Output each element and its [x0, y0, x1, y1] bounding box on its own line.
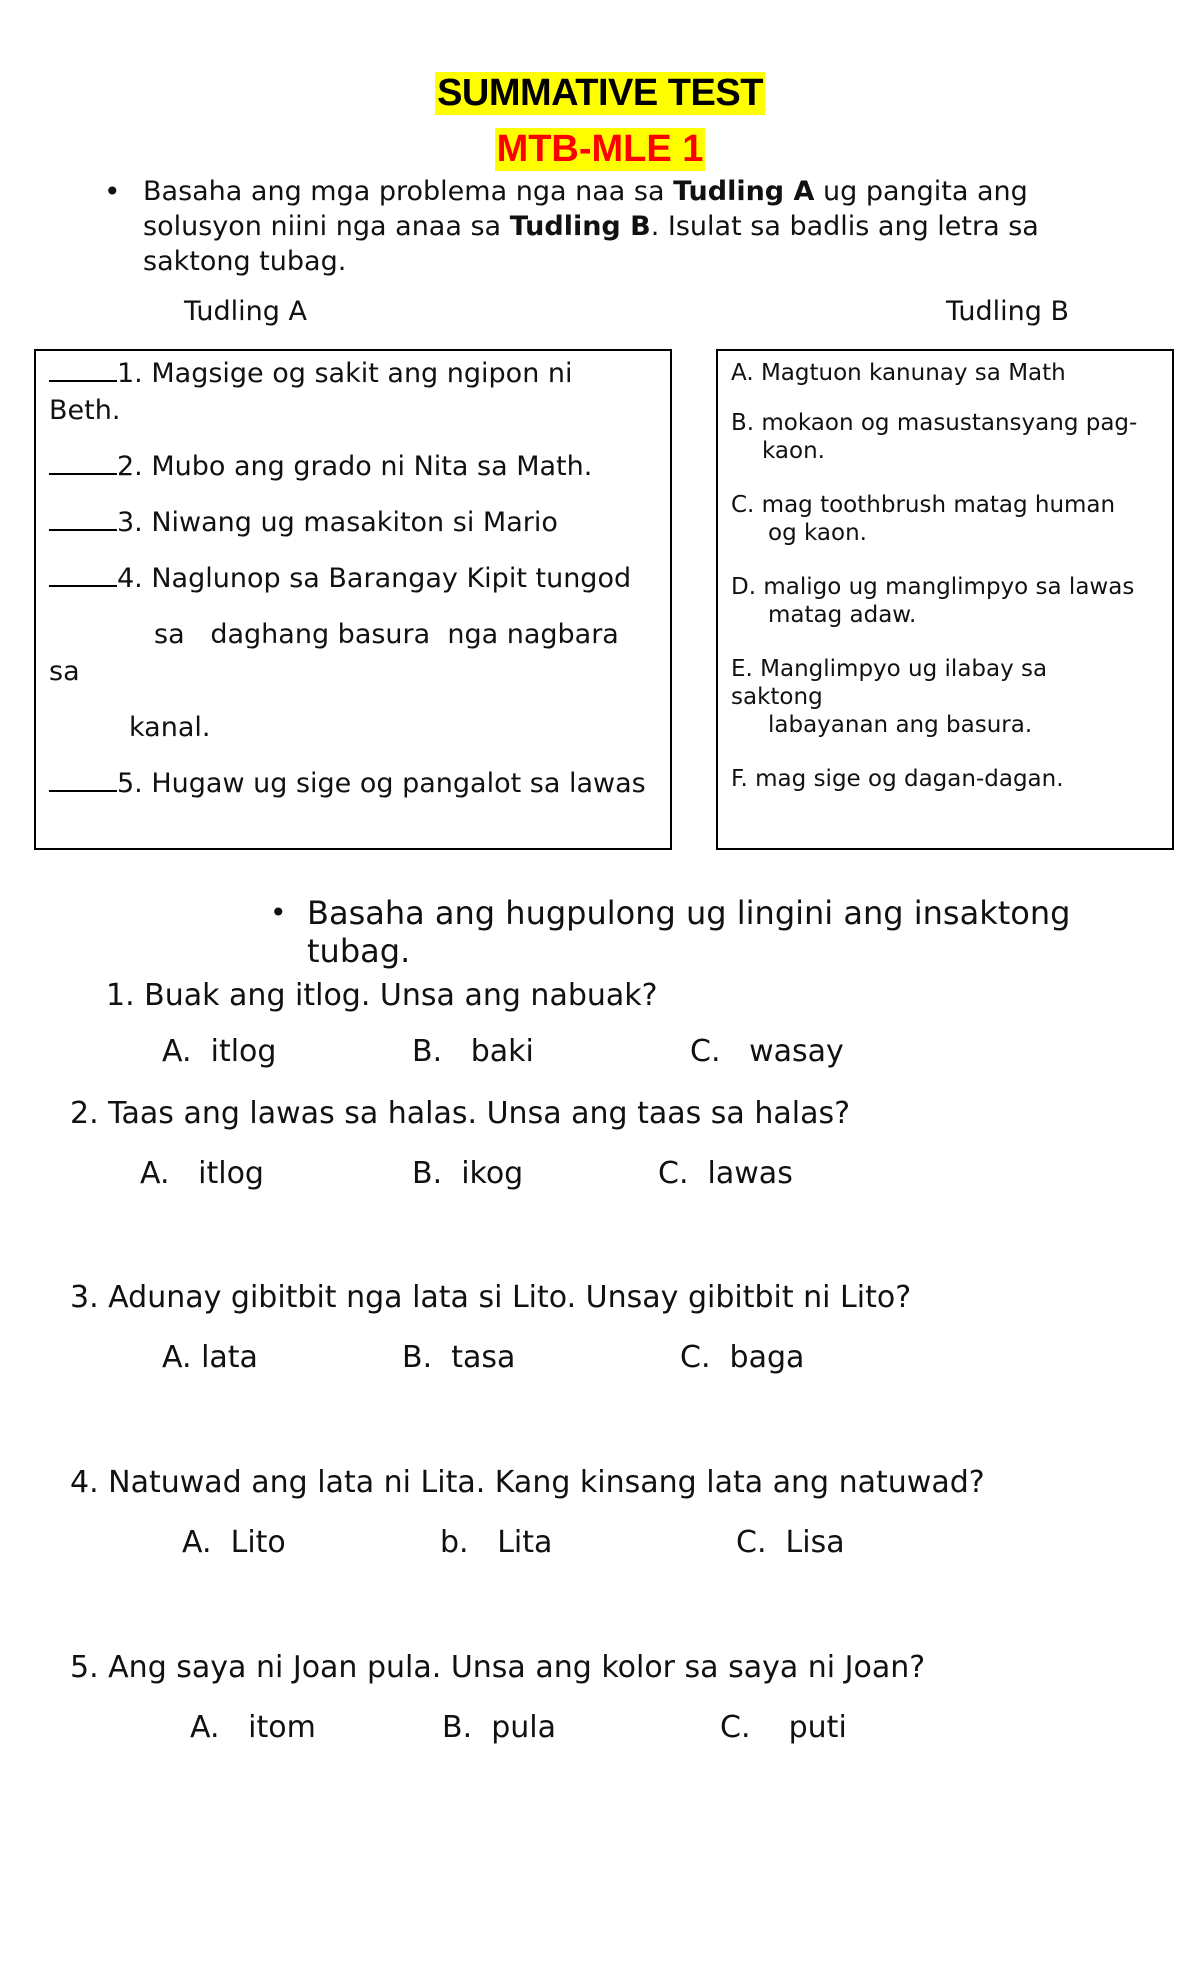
question-2: 2. Taas ang lawas sa halas. Unsa ang taas sa halas?	[70, 1096, 851, 1131]
option-a[interactable]: A. itlog	[162, 1034, 277, 1069]
question-3: 3. Adunay gibitbit nga lata si Lito. Unsay gibitbit ni Lito?	[70, 1280, 912, 1315]
option-c[interactable]: C. Lisa	[736, 1525, 845, 1560]
option-c[interactable]: C. wasay	[690, 1034, 844, 1069]
answer-blank[interactable]	[49, 449, 117, 475]
bullet-icon: •	[270, 896, 287, 929]
option-b[interactable]: B. baki	[412, 1034, 534, 1069]
option-b[interactable]: b. Lita	[440, 1525, 553, 1560]
option-b[interactable]: B. tasa	[402, 1340, 516, 1375]
answer-blank[interactable]	[49, 561, 117, 587]
column-b-item-cont: og kaon.	[768, 520, 867, 546]
option-a[interactable]: A. itom	[190, 1710, 316, 1745]
option-a[interactable]: A. itlog	[140, 1156, 264, 1191]
question-1: 1. Buak ang itlog. Unsa ang nabuak?	[106, 978, 658, 1013]
option-c[interactable]: C. puti	[720, 1710, 847, 1745]
option-c[interactable]: C. baga	[680, 1340, 805, 1375]
column-a-item: 3. Niwang ug masakiton si Mario	[49, 504, 558, 541]
column-a-item-cont: sa	[49, 656, 80, 687]
instruction-part-2	[270, 894, 1090, 970]
question-4: 4. Natuwad ang lata ni Lita. Kang kinsang lata ang natuwad?	[70, 1465, 985, 1500]
column-a-heading: Tudling A	[184, 296, 307, 327]
column-b-box	[716, 349, 1174, 850]
column-a-item-cont: kanal.	[129, 712, 211, 743]
option-a[interactable]: A. Lito	[182, 1525, 286, 1560]
answer-blank[interactable]	[49, 505, 117, 531]
column-a-item: 1. Magsige og sakit ang ngipon ni	[49, 355, 573, 392]
column-a-box	[34, 349, 672, 850]
column-b-item-cont: saktong	[731, 684, 823, 710]
column-a-item: 5. Hugaw ug sige og pangalot sa lawas	[49, 765, 646, 802]
instruction-text: Basaha ang hugpulong ug lingini ang insaktong tubag.	[307, 894, 1071, 970]
column-b-item: B. mokaon og masustansyang pag-	[731, 410, 1138, 436]
instruction-part-1	[104, 174, 1090, 279]
instruction-text: Basaha ang mga problema nga naa sa Tudling A ug pangita ang solusyon niini nga anaa sa Tudling B. Isulat sa badlis ang letra sa saktong tubag.	[143, 176, 1039, 277]
option-a[interactable]: A. lata	[162, 1340, 258, 1375]
option-c[interactable]: C. lawas	[658, 1156, 793, 1191]
column-b-item: A. Magtuon kanunay sa Math	[731, 360, 1066, 386]
question-5: 5. Ang saya ni Joan pula. Unsa ang kolor sa saya ni Joan?	[70, 1650, 926, 1685]
column-b-item: E. Manglimpyo ug ilabay sa	[731, 656, 1048, 682]
column-a-item-cont: sa daghang basura nga nagbara	[154, 619, 619, 650]
page-title: SUMMATIVE TEST	[437, 72, 763, 114]
column-a-item-cont: Beth.	[49, 395, 121, 426]
column-a-item: 2. Mubo ang grado ni Nita sa Math.	[49, 448, 592, 485]
column-b-item-cont: kaon.	[762, 438, 825, 464]
column-b-item: F. mag sige og dagan-dagan.	[731, 766, 1064, 792]
answer-blank[interactable]	[49, 766, 117, 792]
answer-blank[interactable]	[49, 356, 117, 382]
column-b-item-cont: matag adaw.	[768, 602, 917, 628]
option-b[interactable]: B. ikog	[412, 1156, 524, 1191]
column-b-heading: Tudling B	[946, 296, 1070, 327]
option-b[interactable]: B. pula	[442, 1710, 556, 1745]
column-b-item: D. maligo ug manglimpyo sa lawas	[731, 574, 1135, 600]
column-a-item: 4. Naglunop sa Barangay Kipit tungod	[49, 560, 631, 597]
column-b-item-cont: labayanan ang basura.	[768, 712, 1033, 738]
column-b-item: C. mag toothbrush matag human	[731, 492, 1116, 518]
page-subtitle: MTB-MLE 1	[496, 128, 704, 170]
bullet-icon: •	[104, 175, 121, 208]
